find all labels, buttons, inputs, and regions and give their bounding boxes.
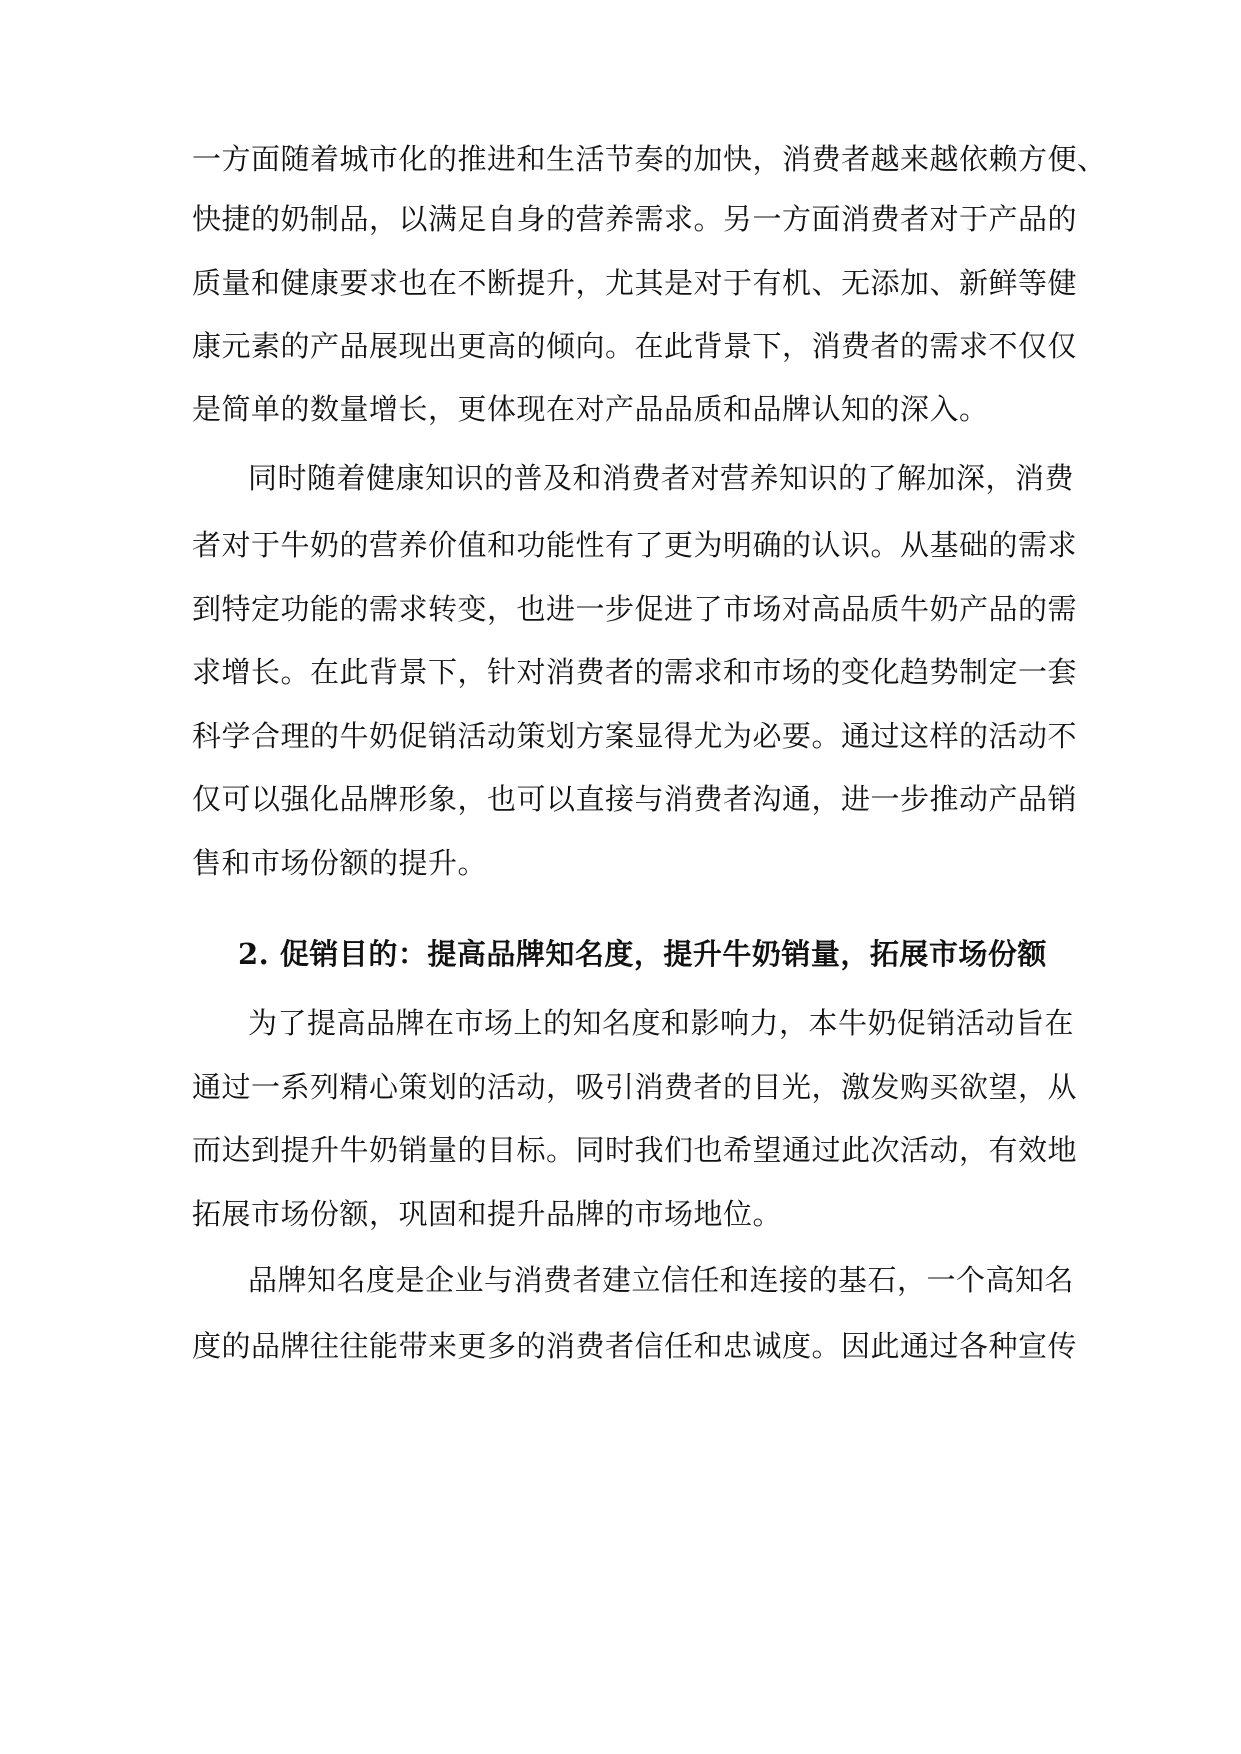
paragraph-line: 快捷的奶制品，以满足自身的营养需求。另一方面消费者对于产品的 xyxy=(192,202,1078,236)
paragraph-line: 品牌知名度是企业与消费者建立信任和连接的基石，一个高知名 xyxy=(248,1263,1075,1297)
paragraph-line: 为了提高品牌在市场上的知名度和影响力，本牛奶促销活动旨在 xyxy=(248,1006,1075,1040)
paragraph-line: 是简单的数量增长，更体现在对产品品质和品牌认知的深入。 xyxy=(192,392,989,426)
paragraph-line: 一方面随着城市化的推进和生活节奏的加快，消费者越来越依赖方便、 xyxy=(192,142,1107,176)
paragraph-line: 科学合理的牛奶促销活动策划方案显得尤为必要。通过这样的活动不 xyxy=(192,719,1078,753)
paragraph-line: 仅可以强化品牌形象，也可以直接与消费者沟通，进一步推动产品销 xyxy=(192,782,1078,816)
paragraph-line: 通过一系列精心策划的活动，吸引消费者的目光，激发购买欲望，从 xyxy=(192,1070,1078,1104)
paragraph-line: 拓展市场份额，巩固和提升品牌的市场地位。 xyxy=(192,1197,783,1231)
section-heading: 2. 促销目的：提高品牌知名度，提升牛奶销量，拓展市场份额 xyxy=(238,937,1047,971)
paragraph-line: 质量和健康要求也在不断提升，尤其是对于有机、无添加、新鲜等健 xyxy=(192,266,1078,300)
paragraph-line: 售和市场份额的提升。 xyxy=(192,846,488,880)
paragraph-line: 者对于牛奶的营养价值和功能性有了更为明确的认识。从基础的需求 xyxy=(192,528,1078,562)
paragraph-line: 到特定功能的需求转变，也进一步促进了市场对高品质牛奶产品的需 xyxy=(192,592,1078,626)
paragraph-line: 度的品牌往往能带来更多的消费者信任和忠诚度。因此通过各种宣传 xyxy=(192,1329,1078,1363)
paragraph-line: 而达到提升牛奶销量的目标。同时我们也希望通过此次活动，有效地 xyxy=(192,1133,1078,1167)
paragraph-line: 求增长。在此背景下，针对消费者的需求和市场的变化趋势制定一套 xyxy=(192,655,1078,689)
paragraph-line: 康元素的产品展现出更高的倾向。在此背景下，消费者的需求不仅仅 xyxy=(192,329,1078,363)
paragraph-line: 同时随着健康知识的普及和消费者对营养知识的了解加深，消费 xyxy=(248,461,1075,495)
